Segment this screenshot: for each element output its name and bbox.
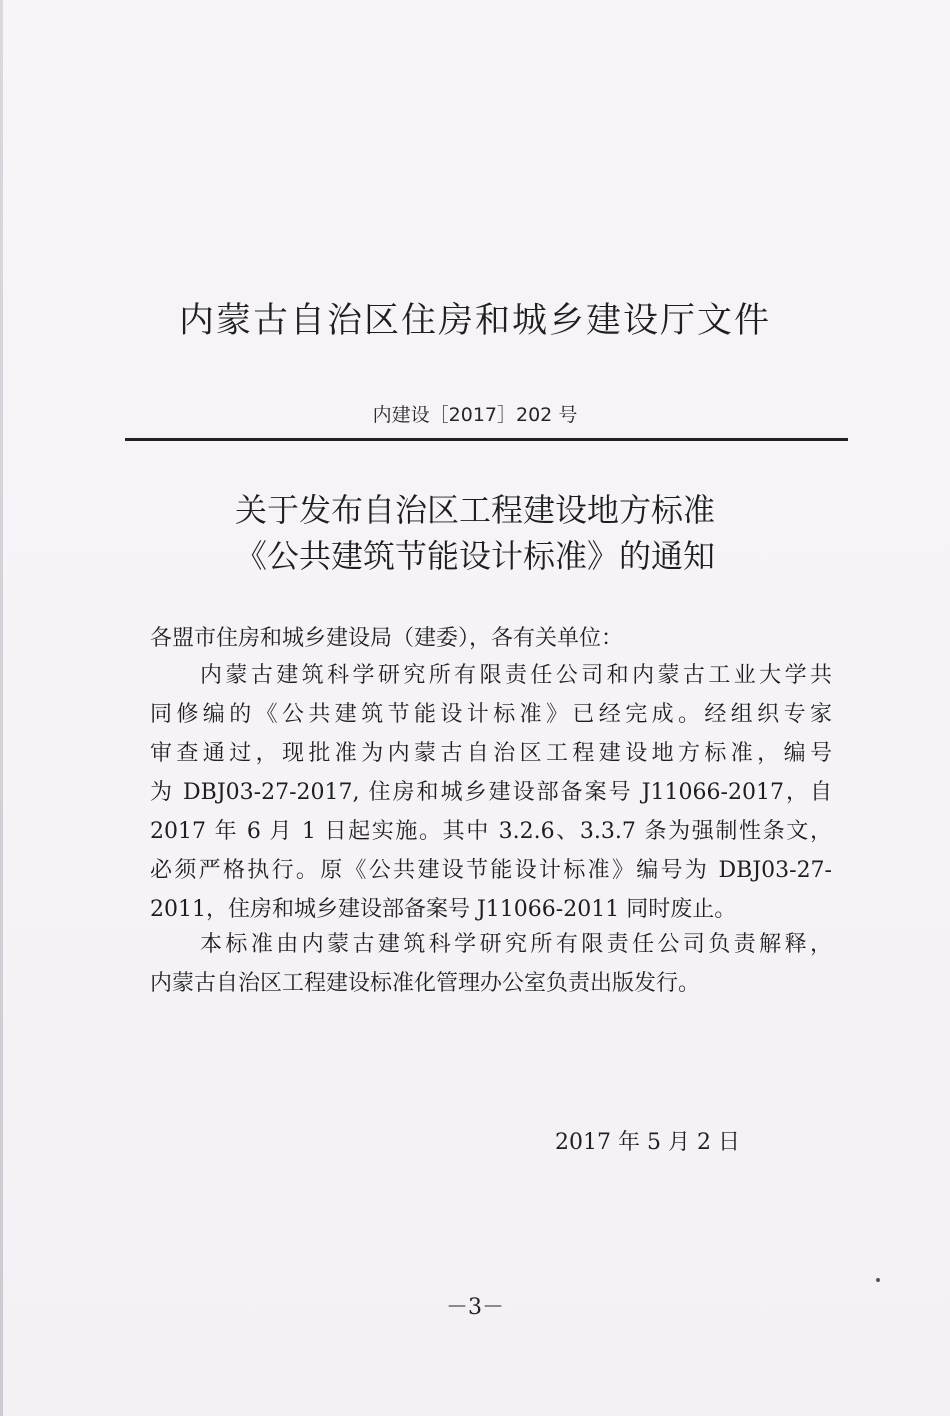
issuer-heading: 内蒙古自治区住房和城乡建设厅文件	[178, 301, 771, 341]
paragraph-line: 内蒙古建筑科学研究所有限责任公司和内蒙古工业大学共	[200, 663, 832, 688]
page-number: －3－	[446, 1295, 504, 1320]
paragraph-line: 2017 年 6 月 1 日起实施。其中 3.2.6、3.3.7 条为强制性条文，	[150, 819, 832, 844]
paragraph-line: 必须严格执行。原《公共建设节能设计标准》编号为 DBJ03-27-	[150, 858, 832, 883]
paragraph-line: 同修编的《公共建筑节能设计标准》已经完成。经组织专家	[150, 702, 832, 727]
paragraph-line: 审查通过，现批准为内蒙古自治区工程建设地方标准，编号	[150, 741, 832, 766]
scan-edge	[0, 0, 3, 1416]
paragraph-line: 内蒙古自治区工程建设标准化管理办公室负责出版发行。	[150, 971, 701, 996]
title-line-1: 关于发布自治区工程建设地方标准	[234, 491, 715, 529]
paragraph-2	[150, 925, 832, 1003]
notice-title	[0, 487, 950, 579]
paragraph-line: 本标准由内蒙古建筑科学研究所有限责任公司负责解释，	[200, 932, 832, 957]
paragraph-line: 2011，住房和城乡建设部备案号 J11066-2011 同时废止。	[150, 897, 737, 922]
scan-speck	[876, 1278, 880, 1282]
paragraph-line: 为 DBJ03-27-2017, 住房和城乡建设部备案号 J11066-2017，自	[150, 780, 832, 805]
paragraph-1	[150, 656, 832, 929]
addressee: 各盟市住房和城乡建设局（建委），各有关单位：	[150, 626, 624, 651]
issue-date: 2017 年 5 月 2 日	[555, 1130, 740, 1155]
title-line-2: 《公共建筑节能设计标准》的通知	[234, 537, 715, 575]
header-divider	[125, 438, 848, 441]
document-number: 内建设［2017］202 号	[372, 404, 578, 426]
